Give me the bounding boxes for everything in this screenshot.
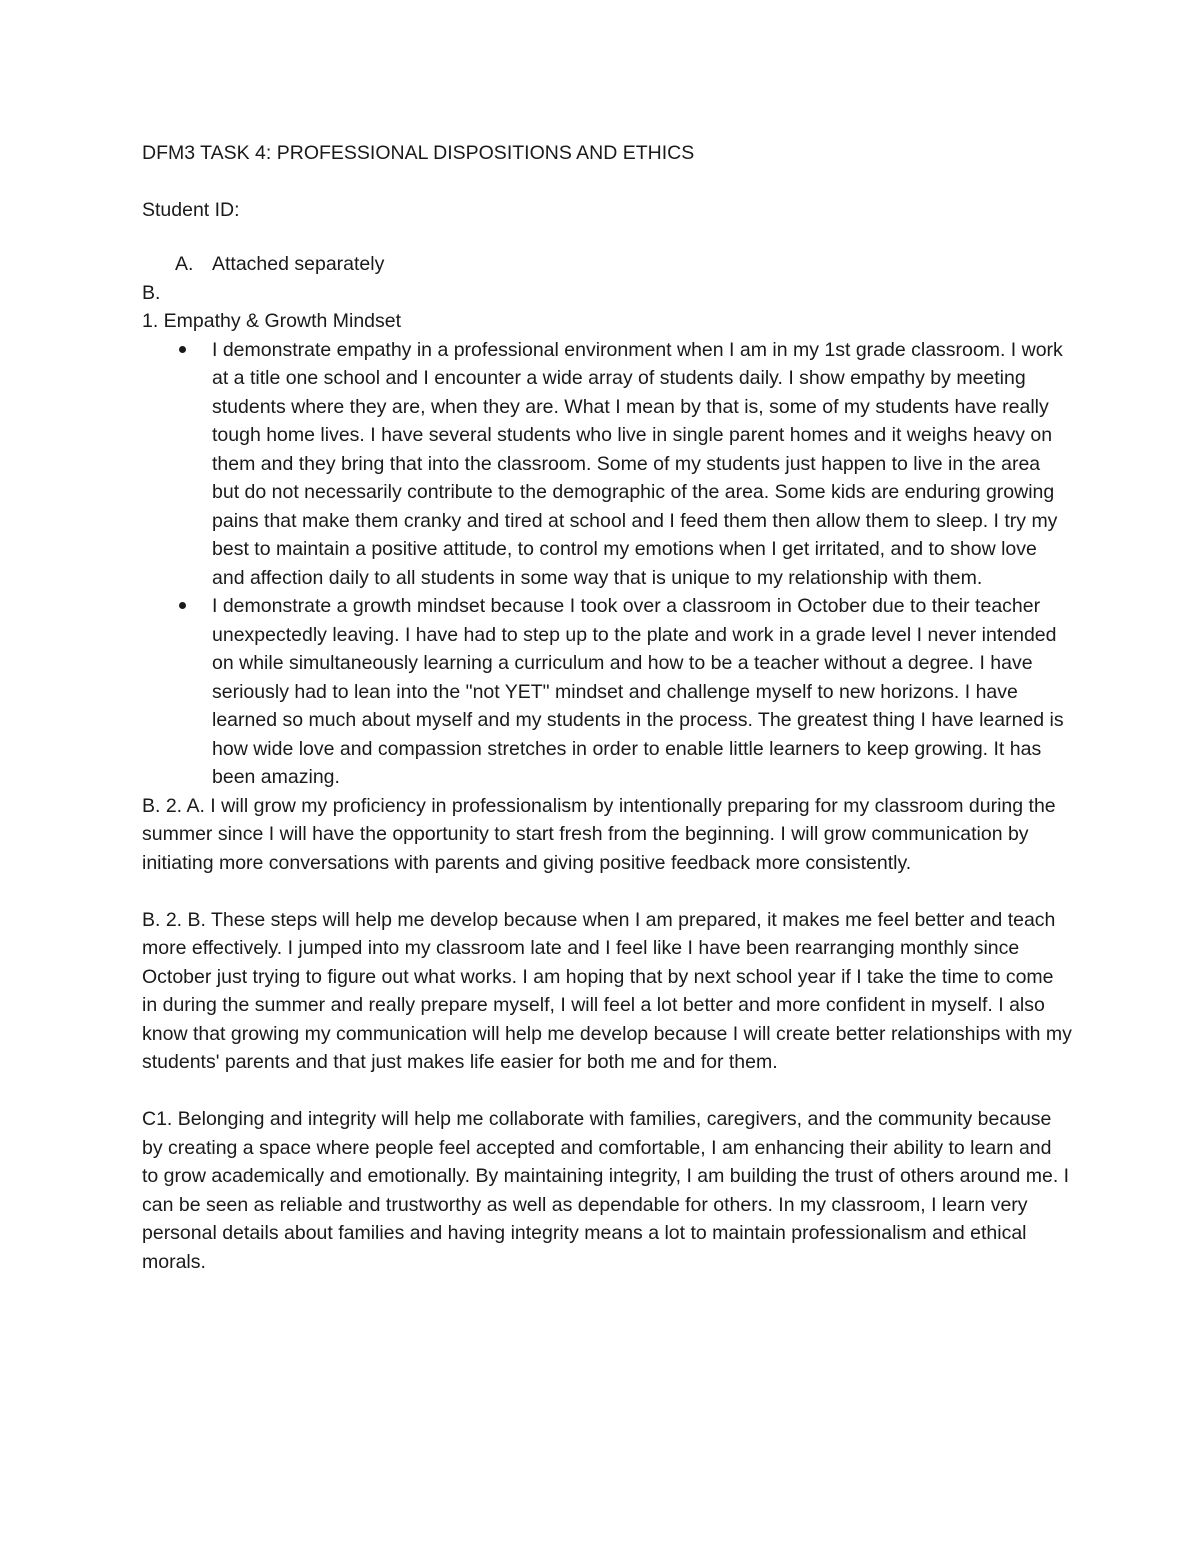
- section-a: [142, 250, 1072, 279]
- section-b-label: B.: [142, 281, 161, 304]
- b1-heading: 1. Empathy & Growth Mindset: [142, 310, 402, 332]
- b1-bullet-list: [142, 336, 1072, 792]
- b2b-paragraph: B. 2. B. These steps will help me develop because when I am prepared, it makes me feel better and teach more effectively. I jumped into my classroom late and I feel like I have been rearranging monthly since October just trying to figure out what works. I am hoping that by next school year if I take the time to come in during the summer and really prepare myself, I will feel a lot better and more confident in myself. I also know that growing my communication will help me develop because I will create better relationships with my students' parents and that just makes life easier for both me and for them.: [142, 908, 1072, 1073]
- b1-bullet-empathy: I demonstrate empathy in a professional environment when I am in my 1st grade classroom. I work at a title one school and I encounter a wide array of students daily. I show empathy by meeting students where they are, when they are. What I mean by that is, some of my students have really tough home lives. I have several students who live in single parent homes and it weighs heavy on them and they bring that into the classroom. Some of my students just happen to live in the area but do not necessarily contribute to the demographic of the area. Some kids are enduring growing pains that make them cranky and tired at school and I feed them then allow them to sleep. I try my best to maintain a positive attitude, to control my emotions when I get irritated, and to show love and affection daily to all students in some way that is unique to my relationship with them.: [212, 338, 1063, 589]
- section-a-marker: A.: [175, 253, 194, 275]
- student-id-label: Student ID:: [142, 198, 240, 221]
- b2a-paragraph: B. 2. A. I will grow my proficiency in professionalism by intentionally preparing for my classroom during the summer since I will have the opportunity to start fresh from the beginning. I will grow communication by initiating more conversations with parents and giving positive feedback more consistently.: [142, 794, 1056, 874]
- document-title: DFM3 TASK 4: PROFESSIONAL DISPOSITIONS AND ETHICS: [142, 142, 695, 164]
- list-item: [142, 592, 1072, 792]
- list-item: [142, 336, 1072, 593]
- document-page: [142, 139, 1072, 1276]
- bullet-icon: [142, 336, 212, 365]
- b1-bullet-growth-mindset: I demonstrate a growth mindset because I took over a classroom in October due to their teacher unexpectedly leaving. I have had to step up to the plate and work in a grade level I never intended on while simultaneously learning a curriculum and how to be a teacher without a degree. I have seriously had to lean into the "not YET" mindset and challenge myself to new horizons. I have learned so much about myself and my students in the process. The greatest thing I have learned is how wide love and compassion stretches in order to enable little learners to keep growing. It has been amazing.: [212, 595, 1064, 788]
- section-a-text: Attached separately: [212, 253, 385, 275]
- c1-paragraph: C1. Belonging and integrity will help me collaborate with families, caregivers, and the community because by creating a space where people feel accepted and comfortable, I am enhancing their ability to learn and to grow academically and emotionally. By maintaining integrity, I am building the trust of others around me. I can be seen as reliable and trustworthy as well as dependable for others. In my classroom, I learn very personal details about families and having integrity means a lot to maintain professionalism and ethical morals.: [142, 1108, 1070, 1273]
- bullet-icon: [142, 592, 212, 621]
